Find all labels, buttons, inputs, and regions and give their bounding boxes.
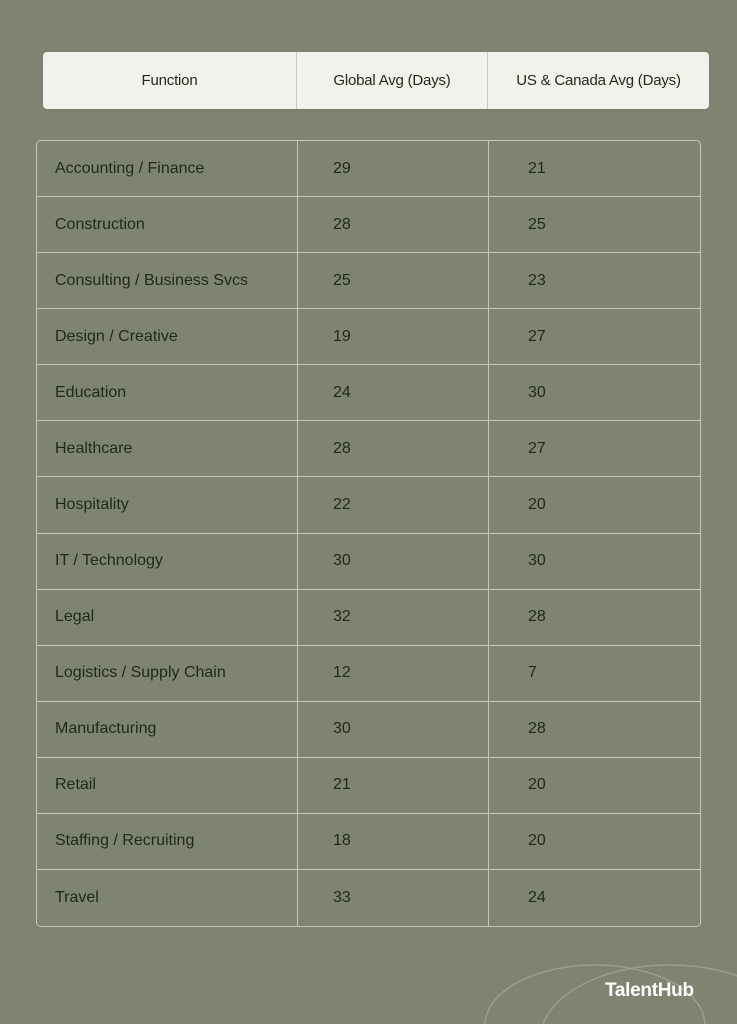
table-row [37, 309, 700, 365]
function-cell: Travel [55, 888, 99, 906]
us-canada-avg-cell: 28 [488, 590, 700, 645]
table-row [37, 646, 700, 702]
global-avg-cell: 32 [297, 590, 488, 645]
function-cell: Healthcare [55, 439, 133, 457]
us-canada-avg-cell: 24 [488, 870, 700, 926]
table-row [37, 197, 700, 253]
table-row [37, 141, 700, 197]
function-cell: Construction [55, 215, 145, 233]
us-canada-avg-cell: 27 [488, 309, 700, 364]
decorative-rings [470, 930, 737, 1024]
header-function: Function [141, 72, 198, 89]
talenthub-logo: TalentHub [605, 980, 694, 1001]
function-cell: Legal [55, 608, 95, 626]
us-canada-avg-cell: 27 [488, 421, 700, 476]
table-row [37, 477, 700, 533]
table-row [37, 870, 700, 926]
table-row [37, 702, 700, 758]
function-cell: Hospitality [55, 495, 129, 513]
us-canada-avg-cell: 30 [488, 365, 700, 420]
global-avg-cell: 29 [297, 141, 488, 196]
table-row [37, 814, 700, 870]
table-row [37, 253, 700, 309]
us-canada-avg-cell: 25 [488, 197, 700, 252]
function-cell: IT / Technology [55, 552, 163, 570]
us-canada-avg-cell: 21 [488, 141, 700, 196]
function-cell: Education [55, 383, 127, 401]
function-cell: Accounting / Finance [55, 159, 205, 177]
header-global-avg: Global Avg (Days) [296, 52, 487, 109]
us-canada-avg-cell: 20 [488, 814, 700, 869]
global-avg-cell: 12 [297, 646, 488, 701]
global-avg-cell: 24 [297, 365, 488, 420]
global-avg-cell: 21 [297, 758, 488, 813]
table-row [37, 421, 700, 477]
us-canada-avg-cell: 20 [488, 477, 700, 532]
global-avg-cell: 28 [297, 197, 488, 252]
data-table [36, 140, 701, 927]
table-row [37, 534, 700, 590]
function-cell: Consulting / Business Svcs [55, 271, 248, 289]
us-canada-avg-cell: 30 [488, 534, 700, 589]
function-cell: Retail [55, 776, 96, 794]
table-row [37, 758, 700, 814]
global-avg-cell: 33 [297, 870, 488, 926]
header-us-canada-avg: US & Canada Avg (Days) [487, 52, 709, 109]
us-canada-avg-cell: 20 [488, 758, 700, 813]
function-cell: Staffing / Recruiting [55, 832, 195, 850]
global-avg-cell: 22 [297, 477, 488, 532]
function-cell: Design / Creative [55, 327, 178, 345]
global-avg-cell: 28 [297, 421, 488, 476]
global-avg-cell: 30 [297, 702, 488, 757]
table-row [37, 590, 700, 646]
us-canada-avg-cell: 7 [488, 646, 700, 701]
global-avg-cell: 19 [297, 309, 488, 364]
global-avg-cell: 18 [297, 814, 488, 869]
global-avg-cell: 25 [297, 253, 488, 308]
table-header [43, 52, 709, 109]
us-canada-avg-cell: 28 [488, 702, 700, 757]
table-row [37, 365, 700, 421]
us-canada-avg-cell: 23 [488, 253, 700, 308]
function-cell: Logistics / Supply Chain [55, 664, 226, 682]
global-avg-cell: 30 [297, 534, 488, 589]
function-cell: Manufacturing [55, 720, 157, 738]
